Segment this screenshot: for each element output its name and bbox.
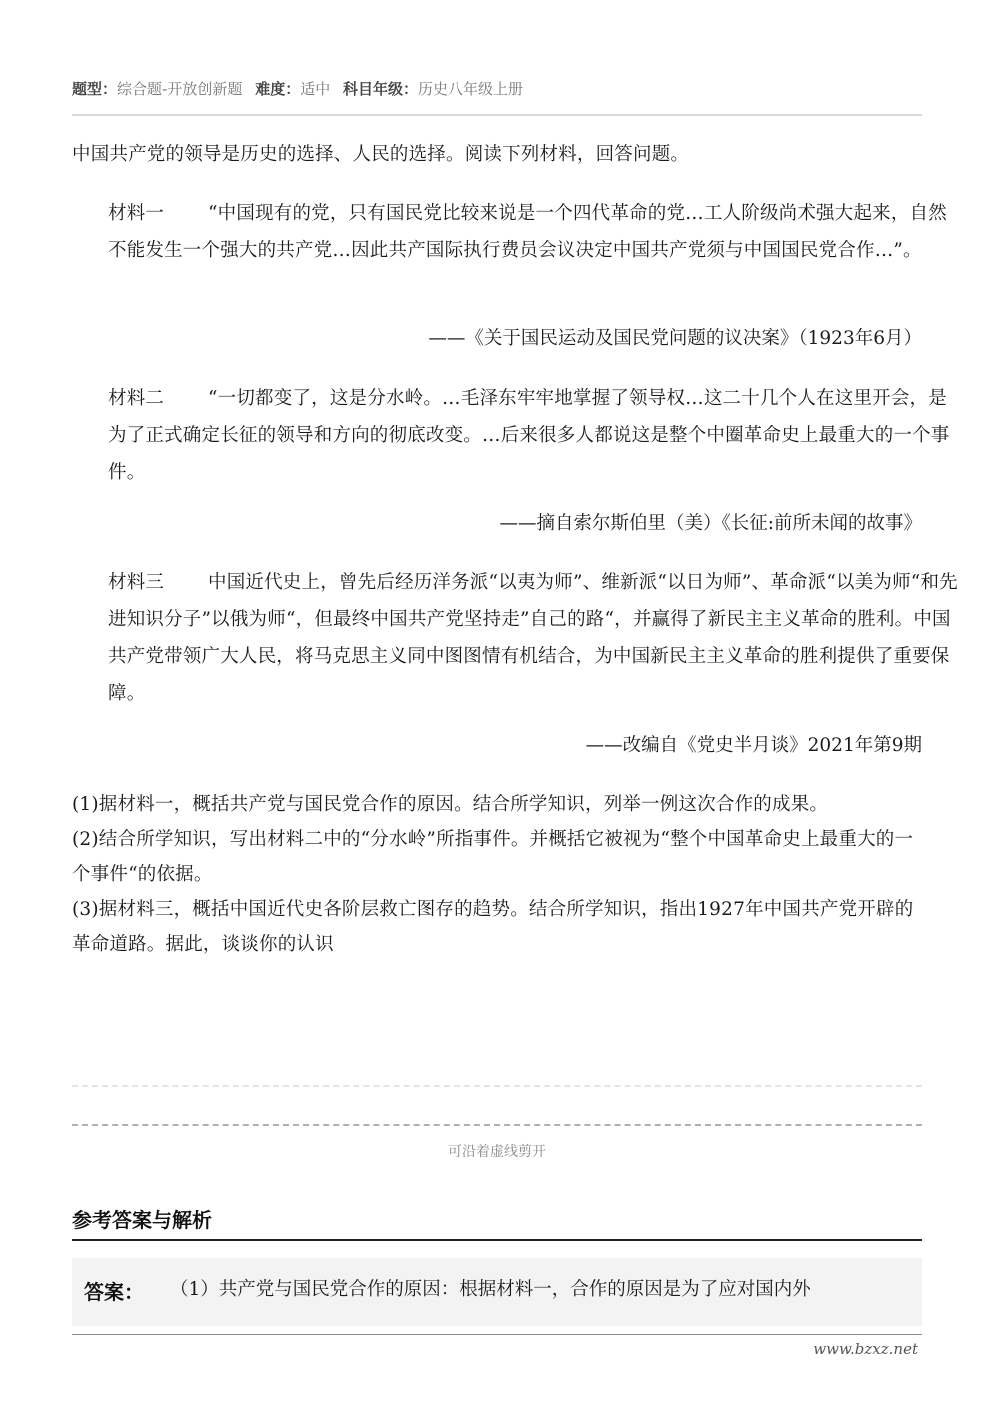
subject-value: 历史八年级上册 — [418, 80, 524, 98]
answer-section-title: 参考答案与解析 — [72, 1208, 212, 1232]
answer-text: （1）共产党与国民党合作的原因：根据材料一，合作的原因是为了应对国内外 — [170, 1279, 811, 1300]
material-2-source: ——摘自索尔斯伯里（美）《长征:前所未闻的故事》 — [499, 513, 922, 534]
cut-line — [72, 1124, 922, 1126]
subject-label: 科目年级： — [343, 80, 419, 98]
material-1-source: ——《关于国民运动及国民党问题的议决案》（1923年6月） — [428, 328, 922, 349]
material-3-source: ——改编自《党史半月谈》2021年第9期 — [585, 735, 922, 756]
material-1 — [72, 195, 958, 269]
material-2 — [72, 380, 958, 491]
question-2: (2)结合所学知识，写出材料二中的“分水岭”所指事件。并概括它被视为“整个中国革命史上最重大的一个事件“的依据。 — [72, 829, 914, 885]
type-label: 题型： — [72, 80, 118, 98]
footer-watermark: www.bzxz.net — [813, 1340, 918, 1358]
question-meta — [72, 78, 523, 99]
material-2-label: 材料二 — [108, 388, 165, 409]
cut-hint: 可沿着虚线剪开 — [448, 1144, 546, 1160]
material-1-label: 材料一 — [108, 203, 165, 224]
material-3-label: 材料三 — [108, 572, 165, 593]
material-3 — [72, 564, 958, 712]
material-2-text: “一切都变了，这是分水岭。…毛泽东牢牢地掌握了领导权…这二十几个人在这里开会，是为了正式确定长征的领导和方向的彻底改变。…后来很多人都说这是整个中圈革命史上最重大的一个事件。 — [108, 388, 950, 483]
material-1-text: “中国现有的党，只有国民党比较来说是一个四代革命的党…工人阶级尚术强大起来，自然不能发生一个强大的共产党…因此共产国际执行费员会议决定中国共产党须与中国国民党合作…”。 — [108, 203, 947, 261]
question-3: (3)据材料三，概括中国近代史各阶层救亡图存的趋势。结合所学知识，指出1927年中国共产党开辟的革命道路。据此，谈谈你的认识 — [72, 899, 914, 955]
meta-divider — [72, 114, 922, 116]
difficulty-label: 难度： — [255, 80, 301, 98]
answer-divider — [72, 1239, 922, 1241]
answer-box — [72, 1258, 922, 1326]
cut-line-light — [72, 1085, 922, 1087]
question-list — [72, 787, 922, 962]
intro-text: 中国共产党的领导是历史的选择、人民的选择。阅读下列材料，回答问题。 — [72, 144, 690, 165]
bottom-divider — [72, 1334, 922, 1335]
question-1: (1)据材料一，概括共产党与国民党合作的原因。结合所学知识，列举一例这次合作的成果。 — [72, 794, 829, 815]
type-value: 综合题-开放创新题 — [117, 80, 243, 98]
answer-label: 答案： — [84, 1280, 144, 1304]
difficulty-value: 适中 — [300, 80, 331, 98]
material-3-text: 中国近代史上，曾先后经历洋务派“以夷为师”、维新派“以日为师”、革命派“以美为师“和先进知识分子”以俄为师“，但最终中国共产党坚持走”自己的路“，并赢得了新民主主义革命的胜利。中国共产党带领广大人民，将马克思主义同中图图情有机结合，为中国新民主主义革命的胜利提供了重要保障。 — [108, 572, 958, 704]
